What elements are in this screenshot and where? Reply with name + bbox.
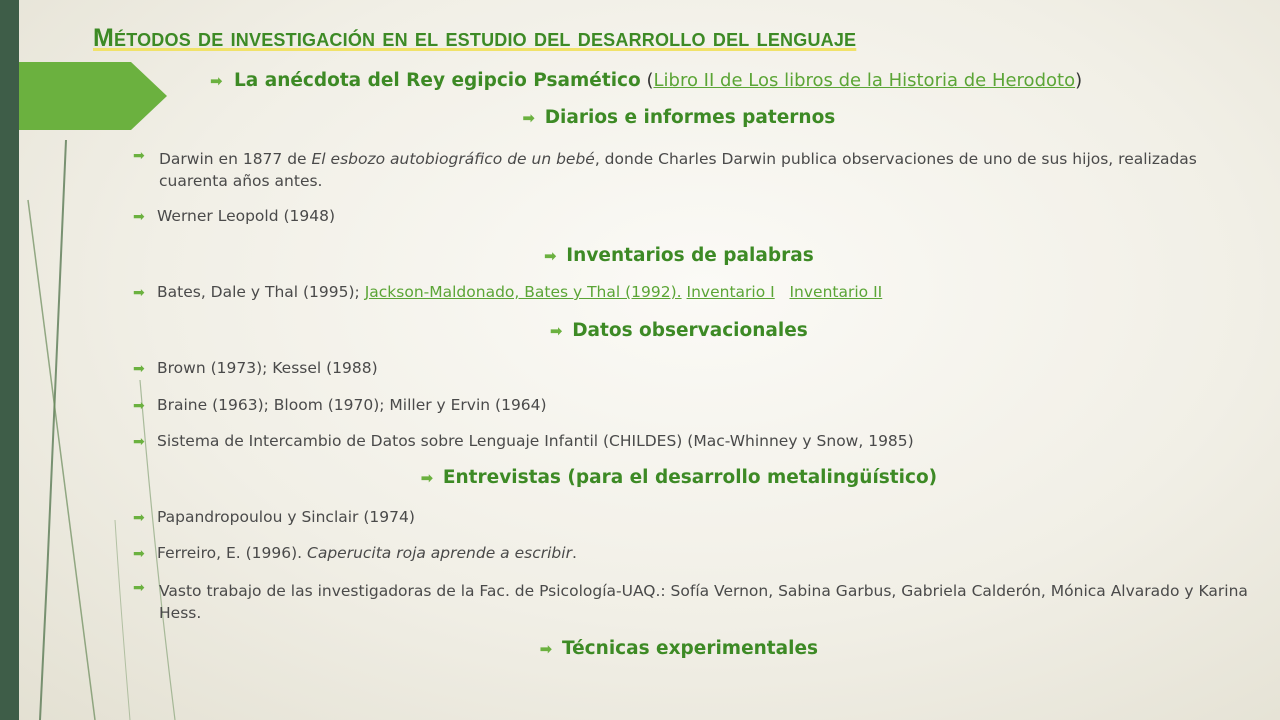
anecdote-item: [210, 70, 1082, 91]
interviews-heading: [93, 467, 1263, 488]
childes-text: Sistema de Intercambio de Datos sobre Lenguaje Infantil (CHILDES) (Mac-Whinney y Snow, 1985): [157, 432, 914, 450]
inventories-heading-label: Inventarios de palabras: [566, 245, 814, 266]
list-item: [133, 283, 1248, 301]
arrow-right-bullet-icon: ➡: [133, 360, 145, 377]
arrow-right-bullet-icon: ➡: [133, 148, 145, 164]
arrow-right-bullet-icon: ➡: [420, 469, 434, 487]
close-paren: ): [1075, 70, 1083, 91]
open-paren: (: [646, 70, 654, 91]
experimental-heading: [93, 638, 1263, 659]
arrow-right-bullet-icon: ➡: [522, 109, 535, 127]
list-item: [133, 544, 1248, 562]
list-item: [133, 148, 1248, 192]
ferreiro-book-title: Caperucita roja aprende a escribir: [307, 544, 572, 562]
darwin-post: , donde Charles Darwin publica observaciones de uno de sus hijos, realizadas cuarenta años antes.: [159, 150, 1197, 190]
herodoto-link[interactable]: Libro II de Los libros de la Historia de Herodoto: [653, 70, 1076, 91]
list-item: [133, 396, 1248, 414]
leopold-text: Werner Leopold (1948): [157, 207, 336, 225]
observational-heading: [93, 320, 1263, 341]
interviews-heading-label: Entrevistas (para el desarrollo metalingüístico): [442, 467, 938, 488]
diaries-heading: [93, 107, 1263, 128]
arrow-right-bullet-icon: ➡: [549, 322, 563, 340]
diaries-heading-label: Diarios e informes paternos: [544, 107, 836, 128]
arrow-right-bullet-icon: ➡: [543, 247, 557, 265]
arrow-right-bullet-icon: ➡: [133, 509, 145, 526]
list-item: [133, 432, 1248, 450]
observational-heading-label: Datos observacionales: [572, 320, 808, 341]
arrow-right-bullet-icon: ➡: [210, 72, 223, 90]
experimental-heading-label: Técnicas experimentales: [561, 638, 819, 659]
bates-text: Bates, Dale y Thal (1995);: [157, 283, 365, 301]
list-item: [133, 359, 1248, 377]
arrow-right-bullet-icon: ➡: [133, 208, 145, 225]
darwin-book-title: El esbozo autobiográfico de un bebé: [311, 150, 595, 168]
papandropoulou-text: Papandropoulou y Sinclair (1974): [157, 508, 415, 526]
inventories-heading: [93, 245, 1263, 266]
ferreiro-post: .: [571, 544, 577, 562]
brown-text: Brown (1973); Kessel (1988): [157, 359, 378, 377]
list-item: [133, 508, 1248, 526]
arrow-right-bullet-icon: ➡: [133, 284, 145, 301]
list-item: [133, 580, 1248, 624]
arrow-right-bullet-icon: ➡: [133, 397, 145, 414]
anecdote-label: La anécdota del Rey egipcio Psamético: [234, 70, 641, 91]
braine-text: Braine (1963); Bloom (1970); Miller y Ervin (1964): [157, 396, 547, 414]
arrow-right-bullet-icon: ➡: [133, 580, 145, 596]
arrow-right-bullet-icon: ➡: [133, 433, 145, 450]
page-title: Métodos de investigación en el estudio del desarrollo del lenguaje: [93, 24, 857, 52]
list-item: [133, 207, 1248, 225]
inventario-1-link[interactable]: Inventario I: [686, 283, 775, 301]
uaq-text: Vasto trabajo de las investigadoras de la Fac. de Psicología-UAQ.: Sofía Vernon, Sabina Garbus, Gabriela Calderón, Mónica Alvarado y Karina Hess.: [159, 582, 1248, 622]
jackson-maldonado-link[interactable]: Jackson-Maldonado, Bates y Thal (1992).: [364, 283, 682, 301]
inventario-2-link[interactable]: Inventario II: [789, 283, 883, 301]
darwin-pre: Darwin en 1877 de: [159, 150, 312, 168]
arrow-right-bullet-icon: ➡: [539, 640, 553, 658]
arrow-right-bullet-icon: ➡: [133, 545, 145, 562]
ferreiro-pre: Ferreiro, E. (1996).: [157, 544, 307, 562]
